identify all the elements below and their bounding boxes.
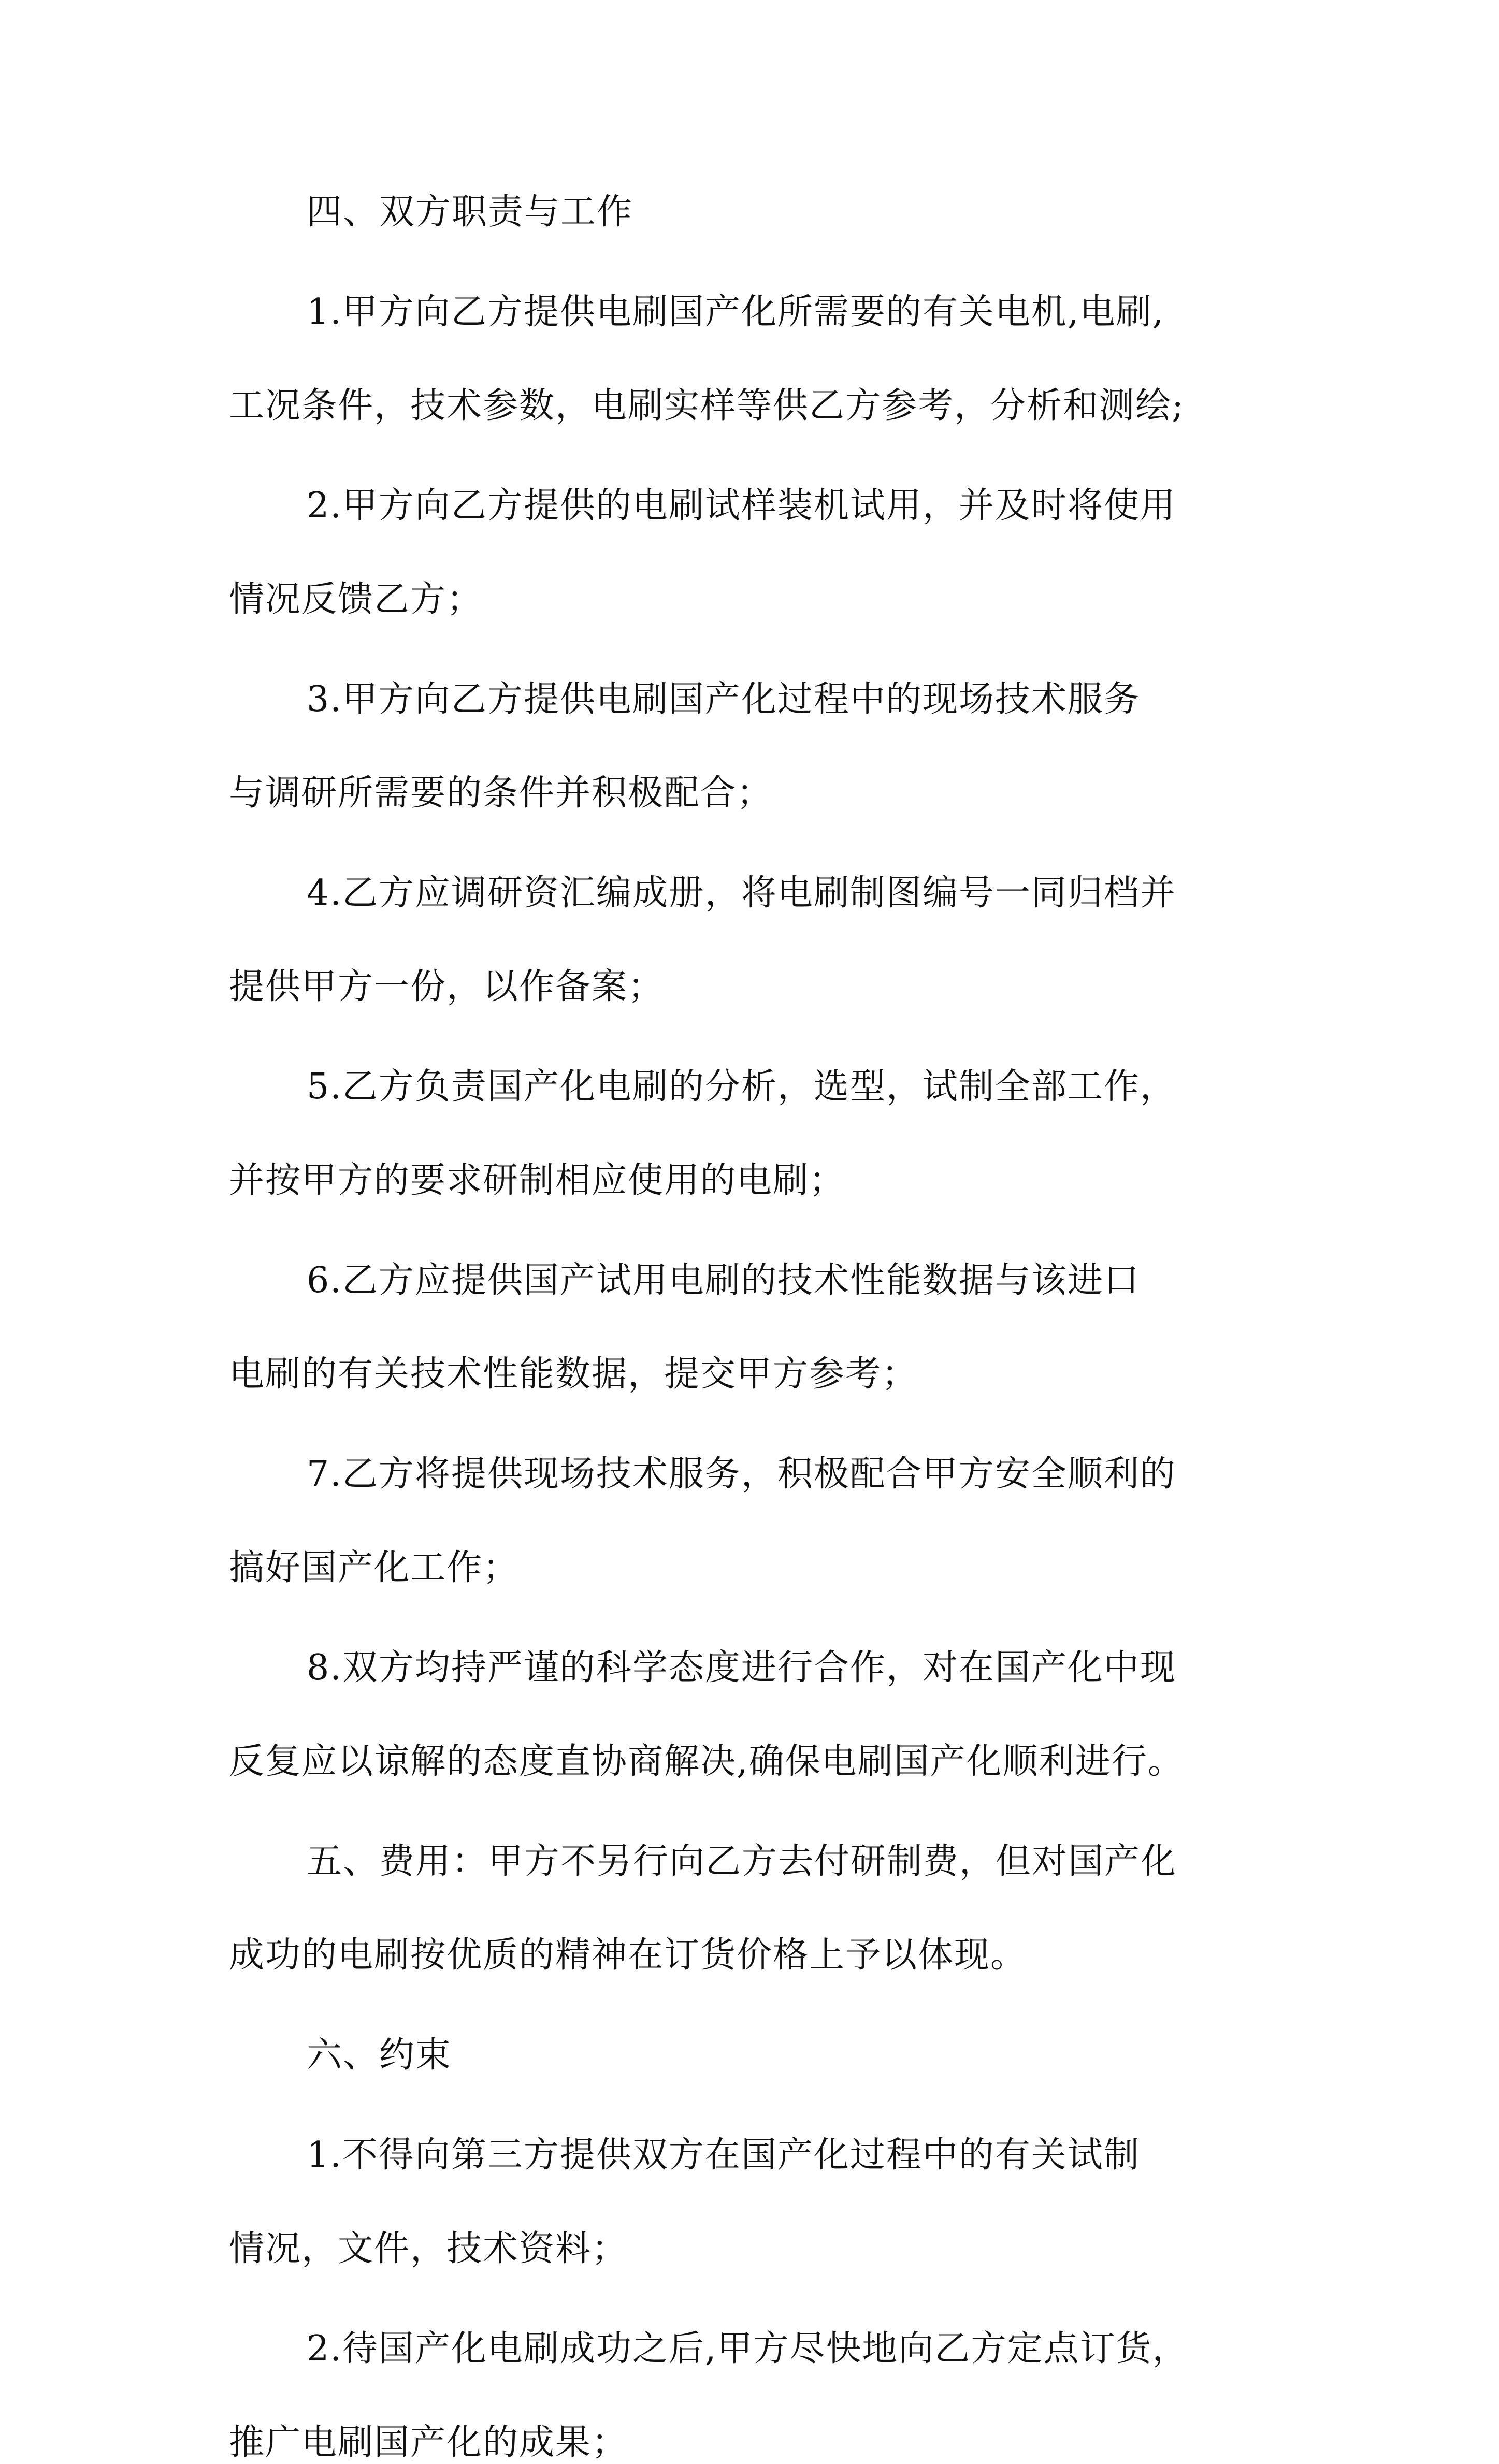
paragraph-line: 6.乙方应提供国产试用电刷的技术性能数据与该进口 bbox=[307, 1260, 1140, 1301]
section-heading-fees: 五、费用：甲方不另行向乙方去付研制费，但对国产化 bbox=[307, 1841, 1177, 1882]
paragraph-line: 8.双方均持严谨的科学态度进行合作，对在国产化中现 bbox=[307, 1647, 1176, 1688]
document-body bbox=[229, 191, 1327, 2464]
paragraph-line: 搞好国产化工作； bbox=[229, 1547, 520, 1588]
paragraph-line: 7.乙方将提供现场技术服务，积极配合甲方安全顺利的 bbox=[307, 1454, 1176, 1495]
paragraph-line: 并按甲方的要求研制相应使用的电刷； bbox=[229, 1160, 846, 1201]
paragraph-line: 反复应以谅解的态度直协商解决,确保电刷国产化顺利进行。 bbox=[229, 1741, 1184, 1782]
paragraph-line: 电刷的有关技术性能数据，提交甲方参考； bbox=[229, 1354, 918, 1395]
paragraph-line: 3.甲方向乙方提供电刷国产化过程中的现场技术服务 bbox=[307, 679, 1140, 720]
paragraph-line: 提供甲方一份，以作备案； bbox=[229, 966, 665, 1007]
paragraph-line: 2.待国产化电刷成功之后,甲方尽快地向乙方定点订货， bbox=[307, 2328, 1189, 2369]
section-heading-constraints: 六、约束 bbox=[307, 2035, 452, 2076]
paragraph-line: 4.乙方应调研资汇编成册，将电刷制图编号一同归档并 bbox=[307, 873, 1176, 914]
paragraph-line: 成功的电刷按优质的精神在订货价格上予以体现。 bbox=[229, 1935, 1027, 1976]
section-heading-responsibilities: 四、双方职责与工作 bbox=[307, 192, 633, 233]
paragraph-line: 推广电刷国产化的成果； bbox=[229, 2422, 628, 2463]
paragraph-line: 与调研所需要的条件并积极配合； bbox=[229, 773, 773, 814]
paragraph-line: 2.甲方向乙方提供的电刷试样装机试用，并及时将使用 bbox=[307, 485, 1176, 526]
paragraph-line: 情况反馈乙方； bbox=[229, 579, 483, 620]
paragraph-line: 5.乙方负责国产化电刷的分析，选型，试制全部工作， bbox=[307, 1066, 1176, 1107]
paragraph-line: 1.甲方向乙方提供电刷国产化所需要的有关电机,电刷, bbox=[307, 292, 1165, 332]
paragraph-line: 情况，文件，技术资料； bbox=[229, 2228, 628, 2269]
paragraph-line: 1.不得向第三方提供双方在国产化过程中的有关试制 bbox=[307, 2135, 1140, 2176]
paragraph-line: 工况条件，技术参数，电刷实样等供乙方参考，分析和测绘; bbox=[229, 385, 1185, 426]
